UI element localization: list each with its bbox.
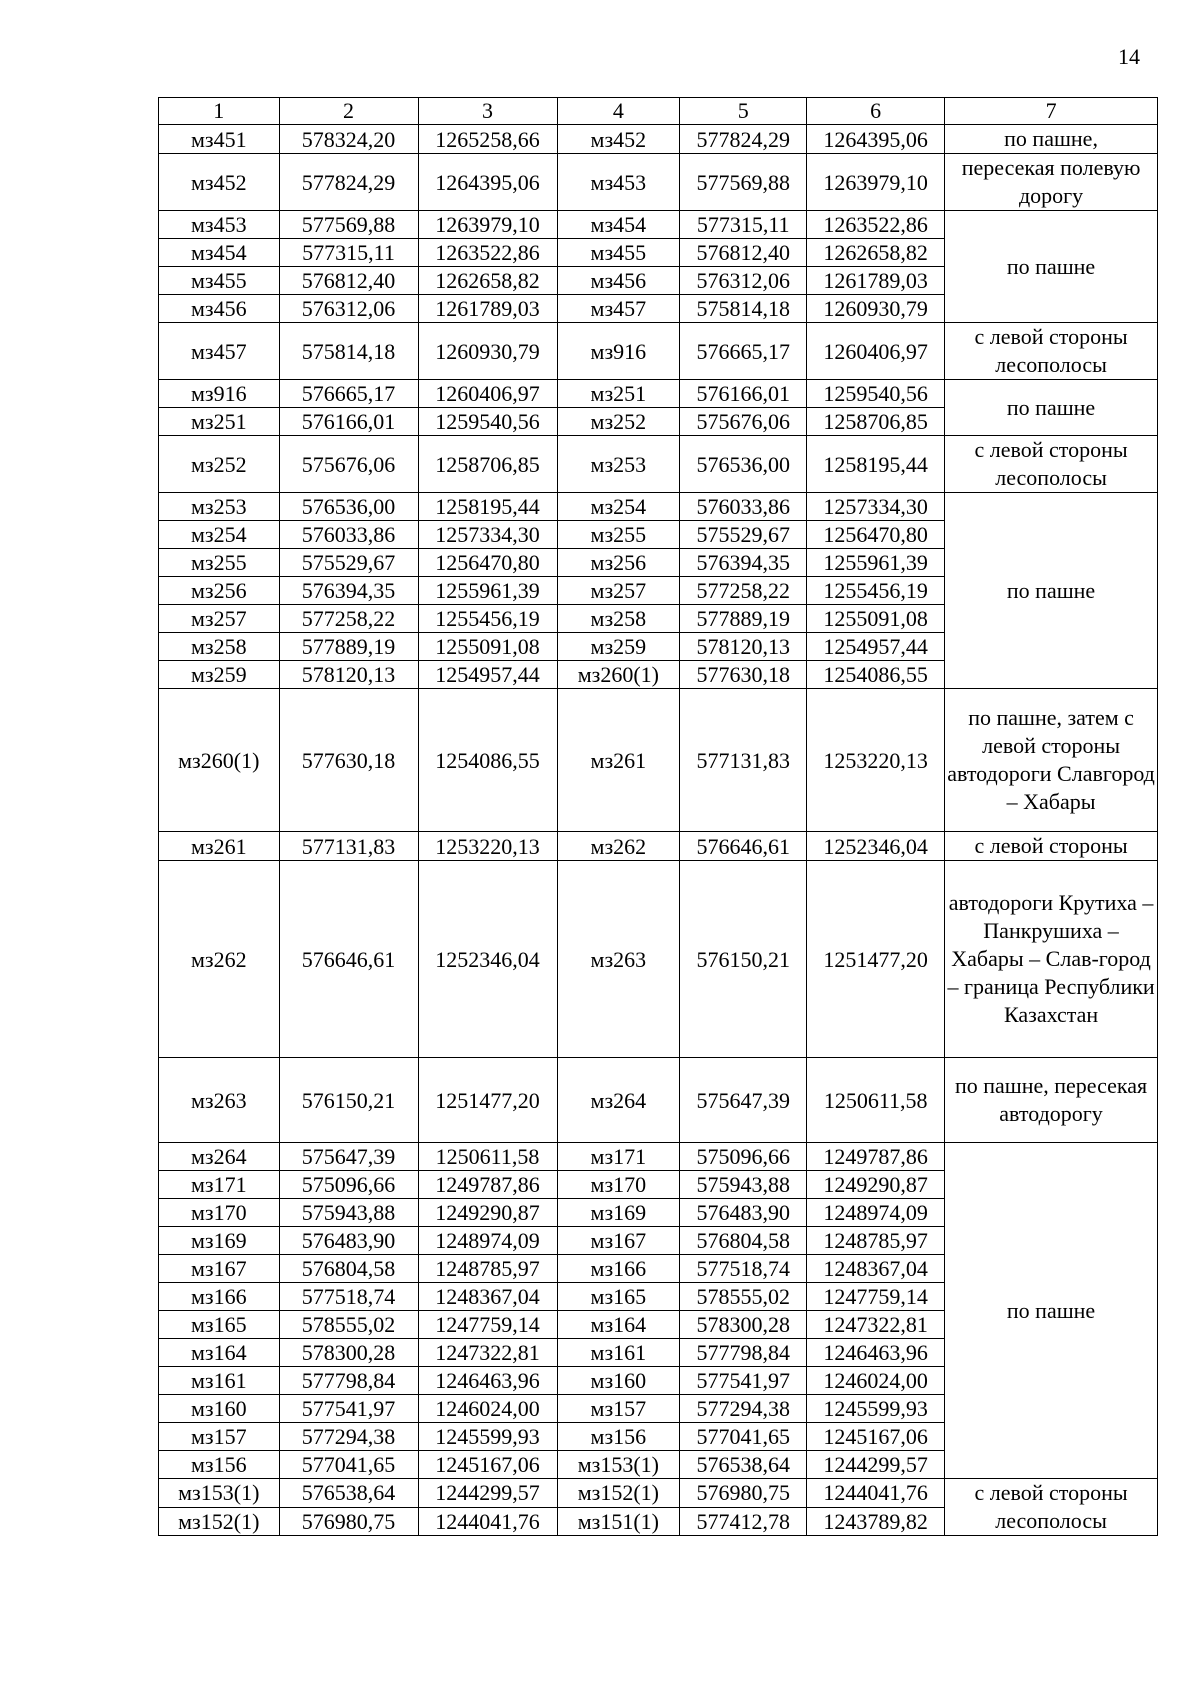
note-cell: по пашне,: [945, 125, 1158, 154]
coordinate-cell: 578324,20: [279, 125, 418, 154]
point-id-cell: мз264: [159, 1143, 280, 1171]
point-id-cell: мз454: [557, 211, 680, 239]
coordinate-cell: 1246024,00: [418, 1395, 557, 1423]
note-cell: по пашне: [945, 493, 1158, 689]
coordinate-cell: 576312,06: [279, 295, 418, 323]
coordinate-cell: 1262658,82: [807, 239, 945, 267]
coordinate-cell: 577824,29: [279, 154, 418, 211]
table-row: [159, 380, 1158, 408]
point-id-cell: мз916: [557, 323, 680, 380]
coordinate-cell: 575943,88: [279, 1199, 418, 1227]
point-id-cell: мз166: [159, 1283, 280, 1311]
point-id-cell: мз253: [557, 436, 680, 493]
coordinate-cell: 1250611,58: [807, 1058, 945, 1143]
coordinate-cell: 1247759,14: [807, 1283, 945, 1311]
column-header: 7: [945, 98, 1158, 125]
coordinate-cell: 1244299,57: [418, 1479, 557, 1508]
coordinate-cell: 576804,58: [279, 1255, 418, 1283]
point-id-cell: мз453: [159, 211, 280, 239]
table-row: [159, 436, 1158, 493]
coordinate-cell: 576536,00: [279, 493, 418, 521]
coordinate-cell: 1249787,86: [807, 1143, 945, 1171]
point-id-cell: мз256: [159, 577, 280, 605]
coordinate-cell: 577798,84: [279, 1367, 418, 1395]
point-id-cell: мз264: [557, 1058, 680, 1143]
point-id-cell: мз253: [159, 493, 280, 521]
note-cell: по пашне, пересекая автодорогу: [945, 1058, 1158, 1143]
coordinate-cell: 1255961,39: [418, 577, 557, 605]
coordinate-cell: 577315,11: [279, 239, 418, 267]
coordinate-cell: 1260930,79: [418, 323, 557, 380]
note-cell: с левой стороны: [945, 832, 1158, 861]
point-id-cell: мз455: [159, 267, 280, 295]
point-id-cell: мз254: [557, 493, 680, 521]
point-id-cell: мз457: [159, 323, 280, 380]
point-id-cell: мз916: [159, 380, 280, 408]
coordinate-cell: 577824,29: [680, 125, 807, 154]
coordinate-cell: 575943,88: [680, 1171, 807, 1199]
note-cell: по пашне: [945, 211, 1158, 323]
point-id-cell: мз263: [557, 861, 680, 1058]
coordinate-cell: 1248974,09: [807, 1199, 945, 1227]
header-row: [159, 98, 1158, 125]
coordinate-cell: 577798,84: [680, 1339, 807, 1367]
coordinate-cell: 1246463,96: [807, 1339, 945, 1367]
point-id-cell: мз251: [557, 380, 680, 408]
note-cell: с левой стороны лесополосы: [945, 436, 1158, 493]
point-id-cell: мз256: [557, 549, 680, 577]
coordinate-cell: 1248785,97: [807, 1227, 945, 1255]
coordinate-cell: 1263522,86: [418, 239, 557, 267]
point-id-cell: мз166: [557, 1255, 680, 1283]
coordinate-cell: 577630,18: [279, 689, 418, 832]
table-row: [159, 154, 1158, 211]
coordinate-cell: 1254086,55: [807, 661, 945, 689]
coordinate-cell: 1255091,08: [418, 633, 557, 661]
coordinate-cell: 577315,11: [680, 211, 807, 239]
coordinate-cell: 576394,35: [279, 577, 418, 605]
point-id-cell: мз157: [159, 1423, 280, 1451]
coordinate-cell: 577131,83: [279, 832, 418, 861]
coordinate-cell: 577889,19: [279, 633, 418, 661]
coordinate-cell: 578120,13: [279, 661, 418, 689]
point-id-cell: мз164: [557, 1311, 680, 1339]
coordinate-cell: 1256470,80: [418, 549, 557, 577]
coordinate-cell: 576804,58: [680, 1227, 807, 1255]
coordinate-cell: 577131,83: [680, 689, 807, 832]
coordinate-cell: 1260406,97: [807, 323, 945, 380]
coordinate-cell: 576812,40: [279, 267, 418, 295]
coordinates-table: [158, 97, 1158, 1536]
point-id-cell: мз259: [159, 661, 280, 689]
coordinate-cell: 577412,78: [680, 1507, 807, 1536]
column-header: 6: [807, 98, 945, 125]
point-id-cell: мз167: [159, 1255, 280, 1283]
column-header: 4: [557, 98, 680, 125]
coordinate-cell: 577518,74: [279, 1283, 418, 1311]
point-id-cell: мз165: [159, 1311, 280, 1339]
coordinate-cell: 1265258,66: [418, 125, 557, 154]
coordinate-cell: 575814,18: [680, 295, 807, 323]
coordinate-cell: 1256470,80: [807, 521, 945, 549]
coordinate-cell: 576483,90: [680, 1199, 807, 1227]
point-id-cell: мз160: [557, 1367, 680, 1395]
point-id-cell: мз260(1): [159, 689, 280, 832]
coordinate-cell: 1255456,19: [807, 577, 945, 605]
coordinate-cell: 1244041,76: [807, 1479, 945, 1508]
coordinate-cell: 576980,75: [680, 1479, 807, 1508]
coordinate-cell: 577518,74: [680, 1255, 807, 1283]
coordinate-cell: 1247759,14: [418, 1311, 557, 1339]
coordinate-cell: 1255091,08: [807, 605, 945, 633]
point-id-cell: мз251: [159, 408, 280, 436]
coordinate-cell: 1246463,96: [418, 1367, 557, 1395]
coordinate-cell: 1248367,04: [807, 1255, 945, 1283]
point-id-cell: мз452: [557, 125, 680, 154]
coordinate-cell: 1249290,87: [807, 1171, 945, 1199]
point-id-cell: мз152(1): [557, 1479, 680, 1508]
coordinate-cell: 1259540,56: [418, 408, 557, 436]
table-row: [159, 323, 1158, 380]
coordinate-cell: 1252346,04: [418, 861, 557, 1058]
coordinate-cell: 578300,28: [279, 1339, 418, 1367]
coordinate-cell: 575529,67: [680, 521, 807, 549]
point-id-cell: мз457: [557, 295, 680, 323]
coordinate-cell: 1248785,97: [418, 1255, 557, 1283]
coordinate-cell: 1260930,79: [807, 295, 945, 323]
coordinate-cell: 576312,06: [680, 267, 807, 295]
point-id-cell: мз454: [159, 239, 280, 267]
note-cell: пересекая полевую дорогу: [945, 154, 1158, 211]
coordinate-cell: 576166,01: [680, 380, 807, 408]
point-id-cell: мз261: [159, 832, 280, 861]
column-header: 1: [159, 98, 280, 125]
coordinate-cell: 575647,39: [680, 1058, 807, 1143]
coordinate-cell: 1254957,44: [418, 661, 557, 689]
coordinate-cell: 1254957,44: [807, 633, 945, 661]
coordinate-cell: 1251477,20: [418, 1058, 557, 1143]
page-number: 14: [1118, 44, 1140, 69]
coordinate-cell: 1244299,57: [807, 1451, 945, 1479]
coordinate-cell: 577541,97: [279, 1395, 418, 1423]
coordinate-cell: 575676,06: [680, 408, 807, 436]
coordinate-cell: 1263979,10: [807, 154, 945, 211]
coordinate-cell: 1244041,76: [418, 1507, 557, 1536]
point-id-cell: мз261: [557, 689, 680, 832]
coordinate-cell: 576033,86: [680, 493, 807, 521]
coordinate-cell: 577258,22: [279, 605, 418, 633]
point-id-cell: мз252: [159, 436, 280, 493]
coordinate-cell: 1258195,44: [418, 493, 557, 521]
point-id-cell: мз164: [159, 1339, 280, 1367]
coordinate-cell: 1259540,56: [807, 380, 945, 408]
note-cell: автодороги Крутиха – Панкрушиха – Хабары – Слав-город – граница Республики Казахстан: [945, 861, 1158, 1058]
coordinate-cell: 576150,21: [279, 1058, 418, 1143]
table-row: [159, 861, 1158, 1058]
note-cell: по пашне: [945, 1143, 1158, 1479]
point-id-cell: мз171: [159, 1171, 280, 1199]
table-row: [159, 832, 1158, 861]
coordinate-cell: 1255961,39: [807, 549, 945, 577]
point-id-cell: мз255: [557, 521, 680, 549]
column-header: 3: [418, 98, 557, 125]
coordinate-cell: 576812,40: [680, 239, 807, 267]
coordinate-cell: 578120,13: [680, 633, 807, 661]
point-id-cell: мз455: [557, 239, 680, 267]
coordinate-cell: 1258195,44: [807, 436, 945, 493]
point-id-cell: мз254: [159, 521, 280, 549]
coordinate-cell: 576538,64: [279, 1479, 418, 1508]
point-id-cell: мз257: [159, 605, 280, 633]
point-id-cell: мз258: [159, 633, 280, 661]
coordinate-cell: 576646,61: [279, 861, 418, 1058]
point-id-cell: мз252: [557, 408, 680, 436]
coordinate-cell: 578555,02: [279, 1311, 418, 1339]
coordinate-cell: 1249290,87: [418, 1199, 557, 1227]
point-id-cell: мз456: [159, 295, 280, 323]
coordinate-cell: 577041,65: [279, 1451, 418, 1479]
coordinate-cell: 577258,22: [680, 577, 807, 605]
coordinate-cell: 1261789,03: [807, 267, 945, 295]
point-id-cell: мз161: [557, 1339, 680, 1367]
coordinate-cell: 1245599,93: [418, 1423, 557, 1451]
coordinate-cell: 1263522,86: [807, 211, 945, 239]
point-id-cell: мз152(1): [159, 1507, 280, 1536]
coordinate-cell: 576150,21: [680, 861, 807, 1058]
coordinate-cell: 577630,18: [680, 661, 807, 689]
coordinate-cell: 1247322,81: [807, 1311, 945, 1339]
table-row: [159, 1143, 1158, 1171]
coordinate-cell: 1245599,93: [807, 1395, 945, 1423]
coordinate-cell: 1255456,19: [418, 605, 557, 633]
coordinate-cell: 576394,35: [680, 549, 807, 577]
table-row: [159, 689, 1158, 832]
coordinate-cell: 576033,86: [279, 521, 418, 549]
coordinate-cell: 577294,38: [680, 1395, 807, 1423]
point-id-cell: мз263: [159, 1058, 280, 1143]
point-id-cell: мз452: [159, 154, 280, 211]
note-cell: с левой стороны лесополосы: [945, 323, 1158, 380]
point-id-cell: мз169: [557, 1199, 680, 1227]
coordinate-cell: 1250611,58: [418, 1143, 557, 1171]
table-row: [159, 493, 1158, 521]
coordinate-cell: 577569,88: [279, 211, 418, 239]
coordinate-cell: 576483,90: [279, 1227, 418, 1255]
coordinate-cell: 577294,38: [279, 1423, 418, 1451]
point-id-cell: мз156: [159, 1451, 280, 1479]
coordinate-cell: 575814,18: [279, 323, 418, 380]
point-id-cell: мз259: [557, 633, 680, 661]
coordinate-cell: 575529,67: [279, 549, 418, 577]
coordinate-cell: 576166,01: [279, 408, 418, 436]
point-id-cell: мз160: [159, 1395, 280, 1423]
point-id-cell: мз157: [557, 1395, 680, 1423]
point-id-cell: мз260(1): [557, 661, 680, 689]
point-id-cell: мз153(1): [557, 1451, 680, 1479]
coordinate-cell: 1245167,06: [807, 1423, 945, 1451]
coordinate-cell: 576980,75: [279, 1507, 418, 1536]
coordinate-cell: 577889,19: [680, 605, 807, 633]
point-id-cell: мз153(1): [159, 1479, 280, 1508]
point-id-cell: мз169: [159, 1227, 280, 1255]
point-id-cell: мз170: [557, 1171, 680, 1199]
coordinate-cell: 1247322,81: [418, 1339, 557, 1367]
coordinate-cell: 1243789,82: [807, 1507, 945, 1536]
coordinate-cell: 1253220,13: [418, 832, 557, 861]
note-cell: с левой стороны лесополосы: [945, 1479, 1158, 1536]
point-id-cell: мз262: [557, 832, 680, 861]
point-id-cell: мз167: [557, 1227, 680, 1255]
coordinate-cell: 1263979,10: [418, 211, 557, 239]
coordinate-cell: 575096,66: [680, 1143, 807, 1171]
coordinate-cell: 1248974,09: [418, 1227, 557, 1255]
coordinate-cell: 576665,17: [680, 323, 807, 380]
note-cell: по пашне, затем с левой стороны автодороги Славгород – Хабары: [945, 689, 1158, 832]
coordinate-cell: 577041,65: [680, 1423, 807, 1451]
coordinate-cell: 1248367,04: [418, 1283, 557, 1311]
coordinate-cell: 1261789,03: [418, 295, 557, 323]
coordinate-cell: 577569,88: [680, 154, 807, 211]
coordinate-cell: 576536,00: [680, 436, 807, 493]
point-id-cell: мз165: [557, 1283, 680, 1311]
coordinate-cell: 1260406,97: [418, 380, 557, 408]
coordinate-cell: 1246024,00: [807, 1367, 945, 1395]
coordinate-cell: 1249787,86: [418, 1171, 557, 1199]
table-row: [159, 125, 1158, 154]
coordinate-cell: 1251477,20: [807, 861, 945, 1058]
point-id-cell: мз453: [557, 154, 680, 211]
coordinate-cell: 575676,06: [279, 436, 418, 493]
coordinate-cell: 1258706,85: [418, 436, 557, 493]
coordinate-cell: 576665,17: [279, 380, 418, 408]
table-row: [159, 211, 1158, 239]
coordinate-cell: 1258706,85: [807, 408, 945, 436]
coordinate-cell: 1257334,30: [418, 521, 557, 549]
coordinate-cell: 575647,39: [279, 1143, 418, 1171]
note-cell: по пашне: [945, 380, 1158, 436]
coordinate-cell: 578300,28: [680, 1311, 807, 1339]
coordinate-cell: 1264395,06: [418, 154, 557, 211]
point-id-cell: мз161: [159, 1367, 280, 1395]
coordinate-cell: 578555,02: [680, 1283, 807, 1311]
point-id-cell: мз170: [159, 1199, 280, 1227]
point-id-cell: мз258: [557, 605, 680, 633]
point-id-cell: мз255: [159, 549, 280, 577]
point-id-cell: мз156: [557, 1423, 680, 1451]
column-header: 2: [279, 98, 418, 125]
point-id-cell: мз451: [159, 125, 280, 154]
coordinate-cell: 1253220,13: [807, 689, 945, 832]
point-id-cell: мз151(1): [557, 1507, 680, 1536]
table-row: [159, 1058, 1158, 1143]
coordinate-cell: 1264395,06: [807, 125, 945, 154]
coordinate-cell: 575096,66: [279, 1171, 418, 1199]
coordinate-cell: 1257334,30: [807, 493, 945, 521]
table-row: [159, 1479, 1158, 1508]
coordinate-cell: 1254086,55: [418, 689, 557, 832]
coordinate-cell: 1245167,06: [418, 1451, 557, 1479]
coordinate-cell: 576538,64: [680, 1451, 807, 1479]
coordinate-cell: 1252346,04: [807, 832, 945, 861]
coordinate-cell: 576646,61: [680, 832, 807, 861]
coordinate-cell: 577541,97: [680, 1367, 807, 1395]
column-header: 5: [680, 98, 807, 125]
point-id-cell: мз257: [557, 577, 680, 605]
coordinate-cell: 1262658,82: [418, 267, 557, 295]
point-id-cell: мз262: [159, 861, 280, 1058]
point-id-cell: мз456: [557, 267, 680, 295]
point-id-cell: мз171: [557, 1143, 680, 1171]
